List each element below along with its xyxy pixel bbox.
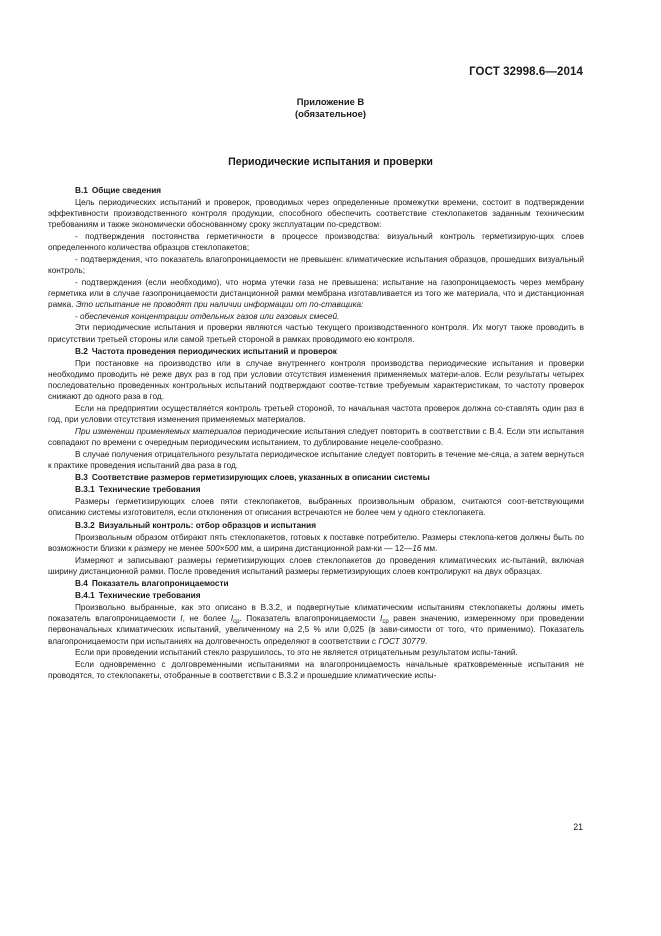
annex-main-title: Периодические испытания и проверки (228, 156, 433, 168)
list-item: - подтверждения (если необходимо), что норма утечки газа не превышена: испытание на газопроницаемость через мембрану герметика или в случае газопроницаемости дистанционной рамки мембрана изготавливается из того же материала, что и дистанционная рамка. Это испытание не проводят при наличии информации от по-ставщика: (48, 277, 584, 310)
paragraph: При изменении применяемых материалов периодические испытания следует повторить в соответствии с В.4. Если эти испытания совпадают по времени с очередным периодическим испытанием, то дублирование нецеле-сообразно. (48, 426, 584, 447)
annex-title: Приложение В (296, 96, 365, 107)
paragraph: Если на предприятии осуществляется контроль третьей стороной, то начальная частота проверок должна со-ставлять один раз в год, при условии отсутствия изменения применяемых материалов. (48, 403, 584, 425)
annex-heading (0, 96, 661, 120)
paragraph: Размеры герметизирующих слоев пяти стеклопакетов, выбранных произвольным образом, считаются соот-ветствующими описанию системы изготовителя, если отклонения от описания встречаются не более чем у одного стеклопакета. (48, 497, 584, 518)
paragraph: Эти периодические испытания и проверки являются частью текущего производственного контроля. Их могут также проводить в присутствии третьей стороны или самой третьей стороной в рамках проводимого ею контроля. (48, 323, 584, 344)
section-heading-b3: В.3 Соответствие размеров герметизирующих слоев, указанных в описании системы (75, 472, 430, 482)
document-body (48, 184, 584, 681)
paragraph: Произвольно выбранные, как это описано в В.3.2, и подвергнутые климатическим испытаниям стеклопакеты должны иметь показатель влагопроницаемости I, не более $I_{ср}$. Показатель влагопроницаемости $I_{ср}$ равен значению, измеренному при проведении первоначальных климатических испытаний, увеличенному на 2,5 % или 0,025 (в зави-симости от того, что применимо). Показатель влагопроницаемости при испытаниях на долговечность определяют в соответствии с ГОСТ 30779. (48, 603, 584, 646)
paragraph: Цель периодических испытаний и проверок, проводимых через определенные промежутки времени, состоит в подтверждении эффективности производственного контроля продукции, способного обеспечить соответствие стеклопакетов заданным техническим требованиям и также экономически обоснованному сроку эксплуатации по-средством: (48, 198, 584, 230)
list-item: - подтверждения, что показатель влагопроницаемости не превышен: климатические испытания образцов, прошедших визуальный контроль; (48, 254, 584, 276)
list-item: - подтверждения постоянства герметичности в процессе производства: визуальный контроль герметизирую-щих слоев определенного количества образцов стеклопакетов; (48, 232, 584, 253)
annex-status: (обязательное) (295, 108, 366, 119)
page-number: 21 (573, 822, 583, 832)
paragraph: Если одновременно с долговременными испытаниями на влагопроницаемость начальные кратковременные испытания не проводятся, то стеклопакеты, отобранные в соответствии с В.3.2 и прошедшие климатические испы- (48, 659, 584, 681)
list-item: - обеспечения концентрации отдельных газов или газовых смесей. (75, 311, 340, 321)
standard-number: ГОСТ 32998.6—2014 (469, 66, 583, 78)
section-heading-b32: В.3.2 Визуальный контроль: отбор образцов и испытания (75, 520, 317, 530)
section-heading-b4: В.4 Показатель влагопроницаемости (75, 578, 229, 588)
paragraph: Если при проведении испытаний стекло разрушилось, то это не является отрицательным результатом испы-таний. (75, 648, 518, 658)
section-heading-b41: В.4.1 Технические требования (75, 590, 201, 600)
paragraph: В случае получения отрицательного результата периодическое испытание следует повторить в течение ме-сяца, а затем вернуться к практике проведения испытаний два раза в год. (48, 449, 584, 470)
section-heading-b31: В.3.1 Технические требования (75, 485, 201, 495)
paragraph: При постановке на производство или в случае внутреннего контроля производства периодические испытания и проверки необходимо проводить не реже двух раз в год при условии отсутствия изменения применяемых матери-алов. Если результаты четырех последовательно проведенных контрольных испытаний подтверждают соотве-тствие требуемым характеристикам, то частоту проверок снижают до одного раза в год. (48, 358, 584, 402)
paragraph: Произвольным образом отбирают пять стеклопакетов, готовых к поставке потребителю. Размеры стеклопа-кетов должны быть по возможности близки к размеру не менее 500×500 мм, а ширина дистанционной рам-ки — 12—16 мм. (48, 532, 584, 553)
section-heading-b2: В.2 Частота проведения периодических испытаний и проверок (75, 346, 337, 356)
section-heading-b1: В.1 Общие сведения (75, 186, 162, 195)
paragraph: Измеряют и записывают размеры герметизирующих слоев стеклопакетов до проведения климатических ис-пытаний, включая ширину дистанционной рамки. После проведения испытаний размеры герметизирующих слоев контролируют на двух образцах. (48, 555, 584, 576)
